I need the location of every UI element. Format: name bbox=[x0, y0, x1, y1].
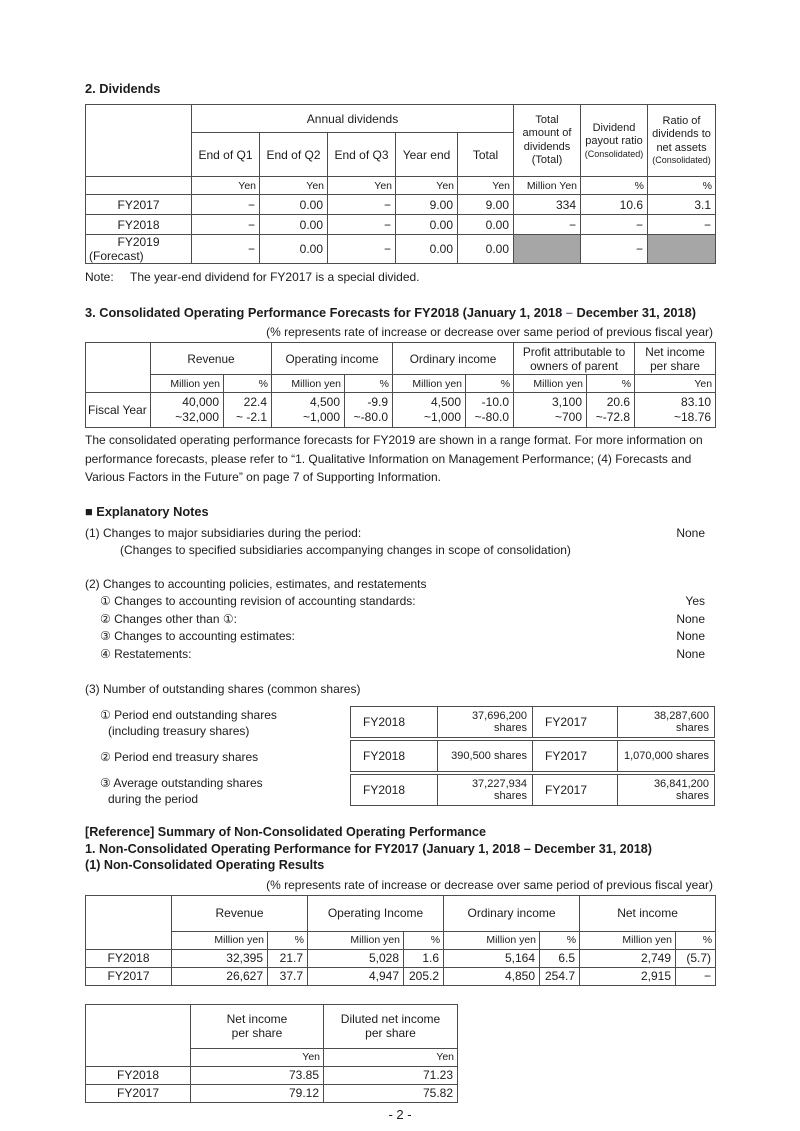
table-cell: − bbox=[676, 967, 716, 985]
table-cell: FY2018 bbox=[351, 775, 438, 806]
row-label: FY2017 bbox=[86, 195, 192, 215]
unit-cell: % bbox=[345, 375, 393, 393]
share-table-2 bbox=[350, 740, 715, 772]
table-cell: 0.00 bbox=[260, 235, 328, 264]
table-cell: 37,227,934 shares bbox=[438, 775, 533, 806]
table-cell: 2,915 bbox=[580, 967, 676, 985]
unit-cell: Million yen bbox=[444, 931, 540, 949]
cell-line: 22.4 bbox=[243, 395, 268, 409]
row-label bbox=[86, 235, 192, 264]
unit-cell: % bbox=[540, 931, 580, 949]
row-label: FY2017 bbox=[86, 967, 172, 985]
table-cell bbox=[514, 393, 587, 428]
group-header-net-income: Net income bbox=[580, 895, 716, 931]
cell-line: 83.10 bbox=[681, 395, 712, 409]
table-cell: 3.1 bbox=[648, 195, 716, 215]
unit-cell: Million yen bbox=[172, 931, 268, 949]
forecast-table bbox=[85, 342, 716, 428]
note-item-label: ② Changes other than ①: bbox=[100, 611, 237, 626]
unit-cell: Million yen bbox=[580, 931, 676, 949]
header-text: Dividend payout ratio bbox=[585, 121, 643, 147]
header-line: Net income bbox=[226, 1012, 288, 1026]
table-cell: 6.5 bbox=[540, 949, 580, 967]
cell-line: ~ -2.1 bbox=[235, 410, 268, 424]
unit-cell: Yen bbox=[328, 177, 396, 195]
cell-line: ~-80.0 bbox=[474, 410, 510, 424]
table-row bbox=[86, 1084, 458, 1102]
table-cell: 21.7 bbox=[268, 949, 308, 967]
diluted-eps-header bbox=[324, 1004, 458, 1048]
table-cell: 2,749 bbox=[580, 949, 676, 967]
table-cell bbox=[224, 393, 272, 428]
cell-line: ~18.76 bbox=[674, 410, 712, 424]
table-cell: 10.6 bbox=[581, 195, 648, 215]
cell-line: ~1,000 bbox=[302, 410, 341, 424]
table-row bbox=[86, 1066, 458, 1084]
table-cell bbox=[393, 393, 466, 428]
table-cell: 9.00 bbox=[396, 195, 458, 215]
share-label-3 bbox=[85, 774, 350, 808]
col-header-q2: End of Q2 bbox=[260, 133, 328, 177]
eps-header bbox=[191, 1004, 324, 1048]
dividends-section-title: 2. Dividends bbox=[85, 81, 161, 96]
note-item-value: Yes bbox=[685, 594, 705, 608]
unit-cell: Million yen bbox=[514, 375, 587, 393]
table-cell: 37,696,200 shares bbox=[438, 707, 533, 738]
table-cell: − bbox=[328, 235, 396, 264]
header-subtext: (Consolidated) bbox=[584, 148, 644, 159]
group-header-profit bbox=[514, 343, 635, 375]
table-cell: 4,850 bbox=[444, 967, 540, 985]
ratio-net-assets-header bbox=[648, 105, 716, 177]
table-row bbox=[86, 393, 716, 428]
table-cell: 0.00 bbox=[458, 235, 514, 264]
group-header-line: per share bbox=[650, 358, 700, 373]
table-cell: 71.23 bbox=[324, 1066, 458, 1084]
nonconsolidated-results-table bbox=[85, 895, 716, 986]
row-label: FY2018 bbox=[86, 215, 192, 235]
table-cell: 0.00 bbox=[396, 235, 458, 264]
table-cell-shaded bbox=[514, 235, 581, 264]
row-label-line1: FY2019 bbox=[117, 235, 160, 249]
cell-line: ~-80.0 bbox=[353, 410, 389, 424]
table-row bbox=[351, 707, 715, 738]
reference-heading-3: (1) Non-Consolidated Operating Results bbox=[85, 858, 325, 872]
share-label-line: ② Period end treasury shares bbox=[100, 750, 259, 764]
group-header-operating-income bbox=[272, 343, 393, 375]
share-table-1 bbox=[350, 706, 715, 738]
note-item-label: ④ Restatements: bbox=[100, 646, 192, 661]
group-header-revenue: Revenue bbox=[172, 895, 308, 931]
page-number: - 2 - bbox=[388, 1106, 412, 1122]
title-text: December 31, 2018) bbox=[572, 305, 696, 320]
forecast-footnote: The consolidated operating performance forecasts for FY2019 are shown in a range format. For more information on performance forecasts, please refer to “1. Qualitative Information on Management Performance; (4) Forecasts and Various Factors in the Future” on page 7 of Supporting Information. bbox=[85, 433, 703, 484]
unit-cell: Yen bbox=[324, 1048, 458, 1066]
cell-line: 40,000 bbox=[182, 395, 219, 409]
cell-line: ~700 bbox=[555, 410, 583, 424]
row-label: Fiscal Year bbox=[86, 393, 151, 428]
note-item-label: ① Changes to accounting revision of accounting standards: bbox=[100, 594, 416, 608]
table-cell: FY2018 bbox=[351, 707, 438, 738]
col-header-yearend: Year end bbox=[396, 133, 458, 177]
table-row bbox=[86, 195, 716, 215]
group-header-line: Revenue bbox=[187, 351, 235, 366]
table-cell: − bbox=[328, 215, 396, 235]
shares-block bbox=[85, 706, 715, 808]
unit-cell: Million yen bbox=[308, 931, 404, 949]
share-label-line: ③ Average outstanding shares bbox=[100, 776, 263, 790]
group-header-line: Operating income bbox=[285, 351, 379, 366]
table-cell: 5,028 bbox=[308, 949, 404, 967]
group-header-ordinary-income: Ordinary income bbox=[444, 895, 580, 931]
explanatory-notes-title: ■ Explanatory Notes bbox=[85, 503, 209, 519]
payout-ratio-header bbox=[581, 105, 648, 177]
table-cell: 0.00 bbox=[458, 215, 514, 235]
table-row bbox=[86, 967, 716, 985]
unit-cell: % bbox=[676, 931, 716, 949]
unit-cell: Million yen bbox=[393, 375, 466, 393]
unit-cell: Yen bbox=[458, 177, 514, 195]
share-label-1 bbox=[85, 706, 350, 740]
unit-cell: % bbox=[648, 177, 716, 195]
table-cell bbox=[151, 393, 224, 428]
table-row bbox=[86, 215, 716, 235]
group-header-line: Net income bbox=[645, 344, 705, 359]
table-row bbox=[86, 949, 716, 967]
note-item-label: ③ Changes to accounting estimates: bbox=[100, 629, 295, 643]
pct-note: (% represents rate of increase or decrease over same period of previous fiscal year) bbox=[266, 877, 713, 892]
table-cell: 32,395 bbox=[172, 949, 268, 967]
table-cell: − bbox=[648, 215, 716, 235]
table-cell: − bbox=[581, 215, 648, 235]
header-text: Ratio of dividends to net assets bbox=[652, 114, 711, 154]
unit-cell: Million yen bbox=[272, 375, 345, 393]
header-text: Total amount of dividends (Total) bbox=[522, 113, 572, 166]
row-label: FY2018 bbox=[86, 949, 172, 967]
col-header-q3: End of Q3 bbox=[328, 133, 396, 177]
note-item-2b bbox=[85, 611, 715, 629]
shares-labels bbox=[85, 706, 350, 808]
table-cell: 37.7 bbox=[268, 967, 308, 985]
unit-cell: Million Yen bbox=[514, 177, 581, 195]
note-item-2c bbox=[85, 628, 715, 646]
table-cell: − bbox=[192, 235, 260, 264]
table-cell: 9.00 bbox=[458, 195, 514, 215]
table-cell: 390,500 shares bbox=[438, 741, 533, 772]
note-text: The year-end dividend for FY2017 is a special divided. bbox=[130, 270, 420, 284]
note-item-value: None bbox=[676, 646, 705, 661]
col-header-total: Total bbox=[458, 133, 514, 177]
cell-line: 3,100 bbox=[552, 395, 583, 409]
dividends-corner-cell bbox=[86, 105, 192, 177]
table-cell: 73.85 bbox=[191, 1066, 324, 1084]
unit-cell: Yen bbox=[260, 177, 328, 195]
note-item-2a bbox=[85, 593, 715, 611]
table-cell bbox=[345, 393, 393, 428]
cell-line: 4,500 bbox=[430, 395, 462, 409]
share-label-line: (including treasury shares) bbox=[108, 724, 250, 738]
table-row bbox=[86, 235, 716, 264]
unit-cell: % bbox=[466, 375, 514, 393]
note-item-2-label: (2) Changes to accounting policies, estimates, and restatements bbox=[85, 576, 427, 591]
unit-cell: % bbox=[224, 375, 272, 393]
share-table-3 bbox=[350, 774, 715, 806]
note-item-1 bbox=[85, 525, 715, 543]
row-label: FY2017 bbox=[86, 1084, 191, 1102]
header-line: per share bbox=[231, 1026, 283, 1040]
unit-cell: Yen bbox=[192, 177, 260, 195]
header-subtext: (Consolidated) bbox=[652, 155, 711, 166]
table-cell: 205.2 bbox=[404, 967, 444, 985]
table-cell: − bbox=[192, 195, 260, 215]
col-header-q1: End of Q1 bbox=[192, 133, 260, 177]
table-cell: 334 bbox=[514, 195, 581, 215]
table-cell: 0.00 bbox=[260, 215, 328, 235]
dividends-table bbox=[85, 104, 716, 264]
table-cell: 1,070,000 shares bbox=[618, 741, 715, 772]
unit-cell: Yen bbox=[396, 177, 458, 195]
unit-cell: % bbox=[581, 177, 648, 195]
note-item-value: None bbox=[676, 611, 705, 626]
cell-line: 4,500 bbox=[309, 395, 341, 409]
per-share-table bbox=[85, 1004, 458, 1103]
table-cell: 5,164 bbox=[444, 949, 540, 967]
share-label-2 bbox=[85, 740, 350, 774]
pct-note: (% represents rate of increase or decrease over same period of previous fiscal year) bbox=[266, 325, 713, 339]
table-cell: 4,947 bbox=[308, 967, 404, 985]
annual-dividends-header: Annual dividends bbox=[192, 105, 514, 133]
table-cell: − bbox=[514, 215, 581, 235]
title-dash: – bbox=[565, 305, 573, 320]
group-header-line: Ordinary income bbox=[409, 351, 497, 366]
header-line: per share bbox=[365, 1026, 416, 1040]
cell-line: -9.9 bbox=[367, 395, 389, 409]
note-label: Note: bbox=[85, 270, 114, 284]
share-label-line: ① Period end outstanding shares bbox=[100, 708, 277, 722]
row-label: FY2018 bbox=[86, 1066, 191, 1084]
cell-line: -10.0 bbox=[481, 395, 510, 409]
group-header-eps bbox=[635, 343, 716, 375]
table-cell: FY2018 bbox=[351, 741, 438, 772]
group-header-operating-income: Operating Income bbox=[308, 895, 444, 931]
table-cell: 38,287,600 shares bbox=[618, 707, 715, 738]
table-cell: 1.6 bbox=[404, 949, 444, 967]
reference-heading-1: [Reference] Summary of Non-Consolidated Operating Performance bbox=[85, 825, 486, 839]
table-row bbox=[351, 741, 715, 772]
table-cell: (5.7) bbox=[676, 949, 716, 967]
group-header-ordinary-income bbox=[393, 343, 514, 375]
table-cell: FY2017 bbox=[533, 707, 618, 738]
title-text: 3. Consolidated Operating Performance Forecasts for FY2018 (January 1, 2018 bbox=[85, 305, 566, 320]
table-cell: 36,841,200 shares bbox=[618, 775, 715, 806]
eps-corner-cell bbox=[86, 1004, 191, 1066]
shares-tables bbox=[350, 706, 715, 808]
forecast-corner-cell bbox=[86, 343, 151, 393]
row-label-line2: (Forecast) bbox=[89, 249, 144, 263]
table-cell: 75.82 bbox=[324, 1084, 458, 1102]
table-cell: − bbox=[192, 215, 260, 235]
cell-line: ~1,000 bbox=[423, 410, 462, 424]
table-cell: 79.12 bbox=[191, 1084, 324, 1102]
table-cell bbox=[272, 393, 345, 428]
note-item-value: None bbox=[676, 525, 705, 540]
table-cell: − bbox=[581, 235, 648, 264]
table-cell bbox=[587, 393, 635, 428]
table-cell: 0.00 bbox=[396, 215, 458, 235]
unit-cell: % bbox=[268, 931, 308, 949]
header-line: Diluted net income bbox=[340, 1012, 441, 1026]
forecast-section-title bbox=[85, 305, 715, 321]
unit-cell: % bbox=[404, 931, 444, 949]
table-row bbox=[351, 775, 715, 806]
note-item-label: (1) Changes to major subsidiaries during the period: bbox=[85, 525, 362, 540]
table-cell: 26,627 bbox=[172, 967, 268, 985]
note-item-2d bbox=[85, 646, 715, 664]
table-cell: 254.7 bbox=[540, 967, 580, 985]
cell-line: ~32,000 bbox=[175, 410, 219, 424]
group-header-line: owners of parent bbox=[530, 358, 618, 373]
table-cell: FY2017 bbox=[533, 775, 618, 806]
table-cell-shaded bbox=[648, 235, 716, 264]
dividends-note bbox=[85, 269, 715, 285]
group-header-line: Profit attributable to bbox=[522, 344, 626, 359]
note-item-value: None bbox=[676, 629, 705, 643]
unit-cell: Yen bbox=[635, 375, 716, 393]
results-corner-cell bbox=[86, 895, 172, 949]
table-cell bbox=[635, 393, 716, 428]
cell-line: ~-72.8 bbox=[595, 410, 631, 424]
note-item-3-label: (3) Number of outstanding shares (common shares) bbox=[85, 682, 361, 696]
table-cell: − bbox=[328, 195, 396, 215]
table-cell bbox=[466, 393, 514, 428]
reference-heading-2: 1. Non-Consolidated Operating Performance for FY2017 (January 1, 2018 – December 31, 2018) bbox=[85, 841, 652, 856]
unit-cell bbox=[86, 177, 192, 195]
unit-cell: Million yen bbox=[151, 375, 224, 393]
table-cell: 0.00 bbox=[260, 195, 328, 215]
note-item-1-sub: (Changes to specified subsidiaries accompanying changes in scope of consolidation) bbox=[120, 543, 571, 557]
unit-cell: % bbox=[587, 375, 635, 393]
table-cell: FY2017 bbox=[533, 741, 618, 772]
cell-line: 20.6 bbox=[606, 395, 631, 409]
share-label-line: during the period bbox=[108, 792, 199, 806]
group-header-revenue bbox=[151, 343, 272, 375]
total-amount-header bbox=[514, 105, 581, 177]
unit-cell: Yen bbox=[191, 1048, 324, 1066]
